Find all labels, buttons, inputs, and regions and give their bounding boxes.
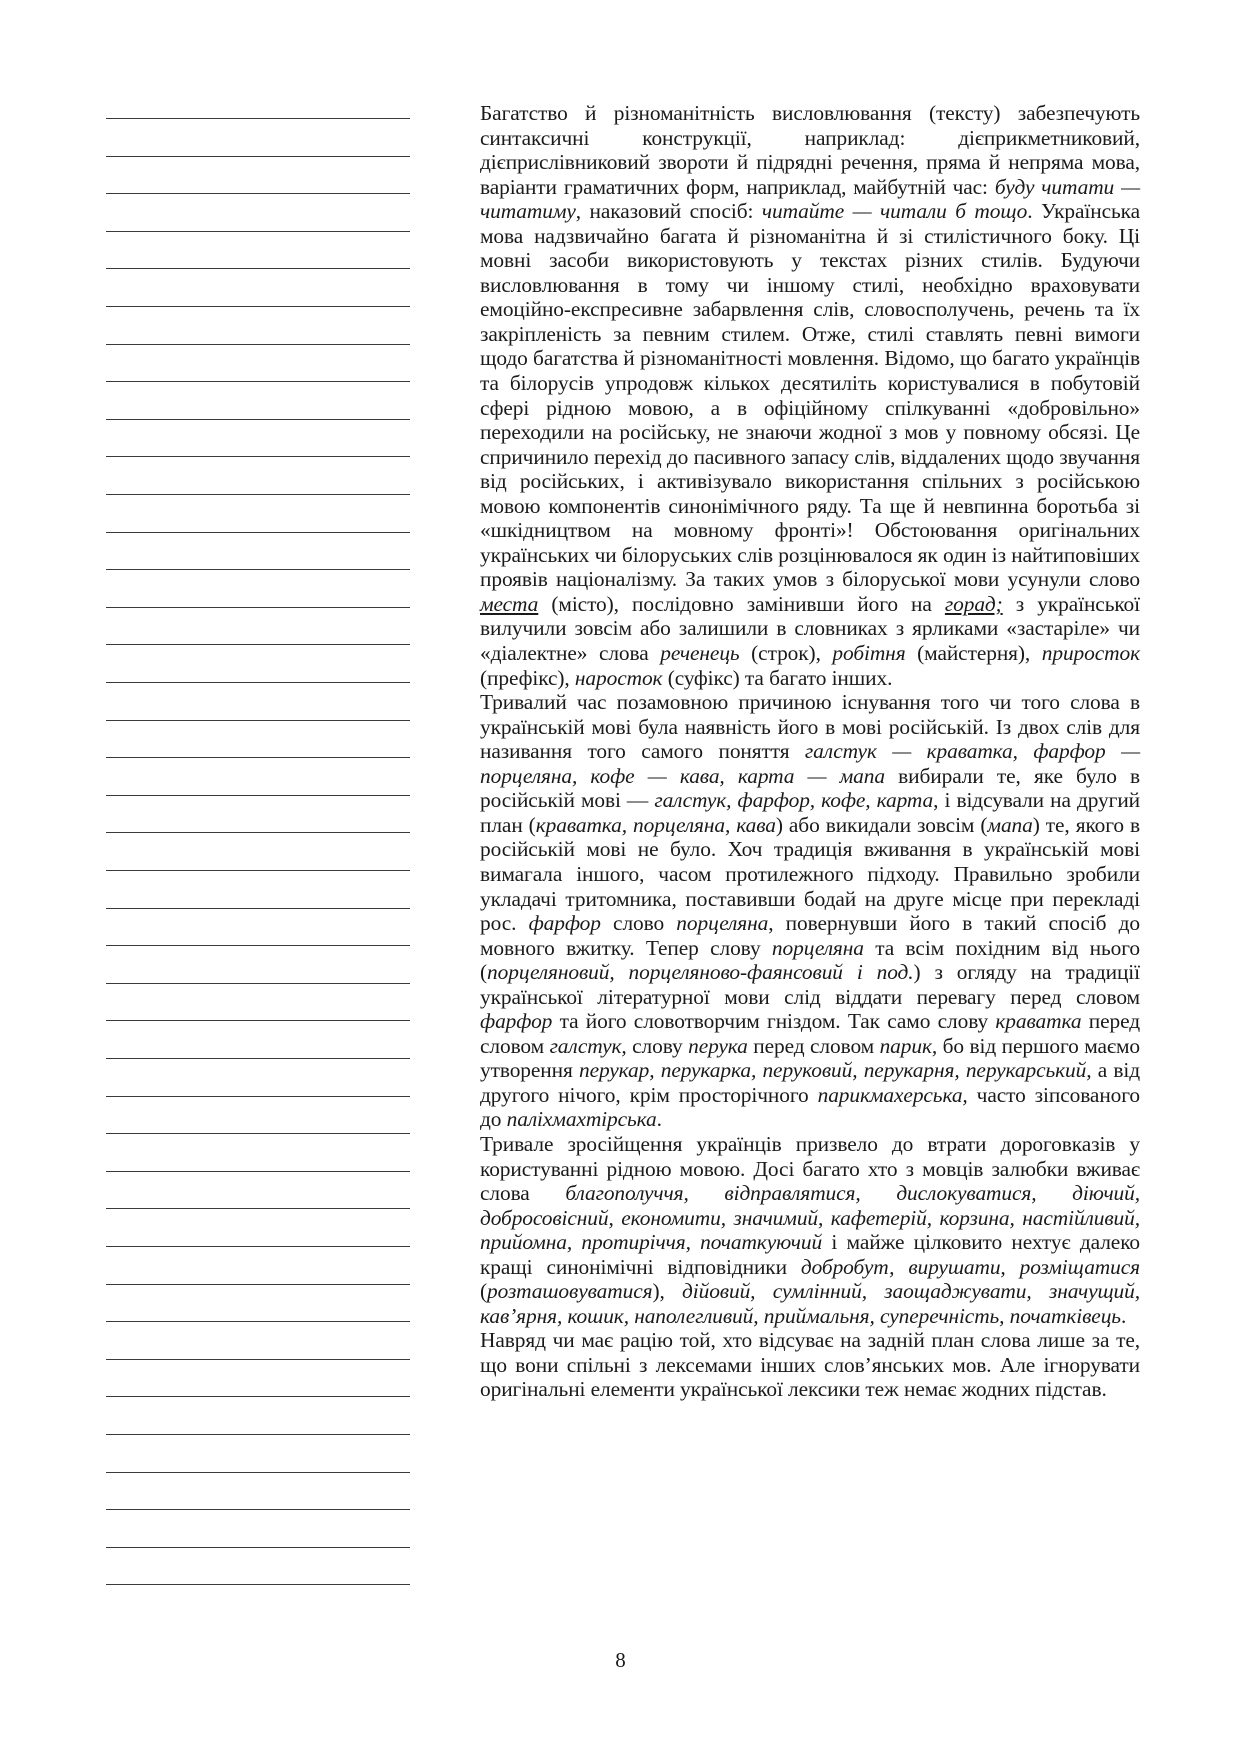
underlined-term: горад; <box>944 591 1003 616</box>
italic-term: порцеляна <box>771 935 864 960</box>
text-run: (місто), послідовно замінивши його на <box>538 591 945 616</box>
italic-term: перука <box>688 1033 748 1058</box>
paragraph <box>480 690 1140 1132</box>
text-run: і майже цілковито нехтує далеко кращі синонімічні відповідники <box>480 1230 1140 1279</box>
note-line <box>106 983 410 984</box>
note-line <box>106 494 410 495</box>
note-line <box>106 344 410 345</box>
text-run: та його словотворчим гніздом. Так само слову <box>552 1009 996 1034</box>
text-run: перед словом <box>747 1033 880 1058</box>
italic-term: буду читати — читатиму <box>480 174 1140 224</box>
text-run: (префікс), <box>480 665 575 690</box>
italic-term: краватка <box>995 1009 1082 1034</box>
paragraph <box>480 1328 1140 1402</box>
text-run: Тривале зросійщення українців призвело до втрати дороговказів у користуванні рідною мовою. Досі багато хто з мовців залюбки вживає слова <box>480 1131 1140 1206</box>
note-line <box>106 268 410 269</box>
note-line <box>106 720 410 721</box>
text-run: Багатство й різноманітність висловлювання (тексту) забезпечують синтаксичні конструкції, наприклад: дієприкметниковий, дієприслівниковий звороти й підрядні речення, пряма й непряма мова, варіанти граматичних форм, наприклад, майбутній час: <box>480 101 1140 199</box>
italic-term: галстук — краватка, фарфор — порцеляна, кофе — кава, карта — мапа <box>480 739 1140 788</box>
note-line <box>106 1509 410 1510</box>
note-line <box>106 607 410 608</box>
note-line <box>106 1096 410 1097</box>
italic-term: порцеляна <box>676 911 769 936</box>
note-line <box>106 908 410 909</box>
main-text <box>480 101 1140 1402</box>
note-line <box>106 156 410 157</box>
text-run: перед словом <box>480 1009 1140 1058</box>
note-line <box>106 1434 410 1435</box>
text-run: Тривалий час позамовною причиною існування того чи того слова в українській мові була наявність його в мові російській. Із двох слів для називання того самого поняття <box>480 690 1140 764</box>
text-run: часто зіпсованого до <box>480 1082 1140 1132</box>
note-line <box>106 1584 410 1585</box>
text-run: ) з огляду на традиції української літературної мови слід віддати перевагу перед словом <box>480 960 1140 1009</box>
note-line <box>106 1208 410 1209</box>
text-run: слову <box>626 1033 689 1058</box>
page-number: 8 <box>615 1648 626 1672</box>
text-run: (строк), <box>739 641 833 666</box>
note-line <box>106 231 410 232</box>
text-run: а від другого нічого, крім просторічного <box>480 1058 1140 1107</box>
note-line <box>106 945 410 946</box>
note-line <box>106 1058 410 1059</box>
note-lines <box>106 92 410 1652</box>
text-run: . Українська мова надзвичайно багата й різноманітна й зі стилістичного боку. Ці мовні засоби використовують у текстах різних стилів. Будуючи висловлювання в тому чи іншому стилі, необхідно враховувати емоційно-експресивне забарвлення слів, словосполучень, речень та їх закріпленість за певним стилем. Отже, стилі ставлять певні вимоги щодо багатства й різноманітності мовлення. Відомо, що багато українців та білорусів упродовж кількох десятиліть користувалися в побутовій сфері рідною мовою, а в офіційному спілкуванні «добровільно» переходили на російську, не знаючи жодної з мов у повному обсязі. Це спричинило перехід до пасивного запасу слів, віддалених щодо звучання від російських, і активізувало використання спільних з російською мовою компонентів синонімічного ряду. Та ще й невпинна боротьба зі «шкідництвом на мовному фронті»! Обстоювання оригінальних українських чи білоруських слів розцінювалося як один із найтиповіших проявів націоналізму. За таких умов з білоруської мови усунули слово <box>480 199 1141 592</box>
text-run: , повернувши його в такий спосіб до мовного вжитку. Тепер слову <box>480 911 1140 960</box>
text-run: . <box>1120 1303 1127 1328</box>
note-line <box>106 532 410 533</box>
italic-term: реченець <box>660 641 740 666</box>
italic-term: благополуччя, відправлятися, дислокуватися, діючий, добросовісний, економити, значимий, кафетерій, корзина, настійливий, прийомна, протиріччя, початкуючий <box>480 1181 1140 1255</box>
text-run: вибирали те, яке було в російській мові — <box>480 763 1140 813</box>
italic-term: фарфор <box>480 1009 553 1034</box>
note-line <box>106 832 410 833</box>
note-line <box>106 1472 410 1473</box>
text-run: , і відсували на другий план ( <box>480 788 1141 837</box>
italic-term: паліхмахтірська <box>506 1107 657 1132</box>
paragraph <box>480 101 1140 690</box>
italic-term: читайте — читали б тощо <box>761 199 1028 224</box>
note-line <box>106 118 410 119</box>
italic-term: порцеляновий, порцеляново-фаянсовий і под. <box>487 960 914 985</box>
text-run: та всім похідним від нього ( <box>480 935 1140 985</box>
note-line <box>106 1246 410 1247</box>
note-line <box>106 1396 410 1397</box>
note-line <box>106 1321 410 1322</box>
italic-term: краватка, порцеляна, кава <box>535 812 776 837</box>
text-run: слово <box>600 911 677 936</box>
italic-term: робітня <box>832 641 906 666</box>
note-line <box>106 757 410 758</box>
italic-term: мапа <box>987 812 1033 837</box>
text-run: ( <box>480 1279 488 1304</box>
italic-term: наросток <box>574 665 663 690</box>
note-line <box>106 306 410 307</box>
note-line <box>106 644 410 645</box>
italic-term: парик, <box>879 1033 938 1058</box>
text-run: ) те, якого в російській мові не було. Хоч традиція вживання в українській мові вимагала іншого, часом протилежного підходу. Правильно зробили укладачі тритомника, поставивши бодай на друге місце при перекладі рос. <box>480 812 1141 936</box>
text-run: , наказовий спосіб: <box>575 199 762 224</box>
text-run: з української вилучили зовсім або залишили в словниках з ярликами «застаріле» чи «діалектне» слова <box>480 591 1140 666</box>
italic-term: дійовий, сумлінний, заощаджувати, значущий, кав’ярня, кошик, наполегливий, приймальня, суперечність, початківець <box>480 1279 1140 1328</box>
italic-term: перукар, перукарка, перуковий, перукарня, перукарський, <box>578 1058 1092 1083</box>
italic-term: фарфор <box>528 911 601 936</box>
text-run: Навряд чи має рацію той, хто відсуває на задній план слова лише за те, що вони спільні з лексемами інших слов’янських мов. Але ігнорувати оригінальні елементи української лексики теж немає жодних підстав. <box>480 1328 1140 1402</box>
note-line <box>106 193 410 194</box>
note-line <box>106 1171 410 1172</box>
note-line <box>106 1547 410 1548</box>
note-line <box>106 682 410 683</box>
note-line <box>106 1284 410 1285</box>
note-line <box>106 870 410 871</box>
note-line <box>106 456 410 457</box>
note-line <box>106 1020 410 1021</box>
italic-term: парикмахерська, <box>817 1082 968 1107</box>
paragraph <box>480 1132 1140 1328</box>
text-run: бо від першого маємо утворення <box>480 1033 1140 1083</box>
text-run: ), <box>652 1279 683 1304</box>
italic-term: розташовуватися <box>487 1279 653 1304</box>
text-run: ) або викидали зовсім ( <box>775 812 988 837</box>
text-run: . <box>656 1107 662 1132</box>
note-line <box>106 1133 410 1134</box>
note-line <box>106 419 410 420</box>
italic-term: добробут, вирушати, розміщатися <box>800 1254 1140 1279</box>
note-line <box>106 1359 410 1360</box>
text-run: (майстерня), <box>905 641 1042 666</box>
note-line <box>106 569 410 570</box>
text-run: (суфікс) та багато інших. <box>662 665 893 690</box>
note-line <box>106 795 410 796</box>
italic-term: галстук, фарфор, кофе, карта <box>654 788 934 813</box>
italic-term: галстук, <box>549 1033 627 1058</box>
note-line <box>106 381 410 382</box>
italic-term: приросток <box>1041 641 1140 666</box>
underlined-term: места <box>480 591 539 616</box>
